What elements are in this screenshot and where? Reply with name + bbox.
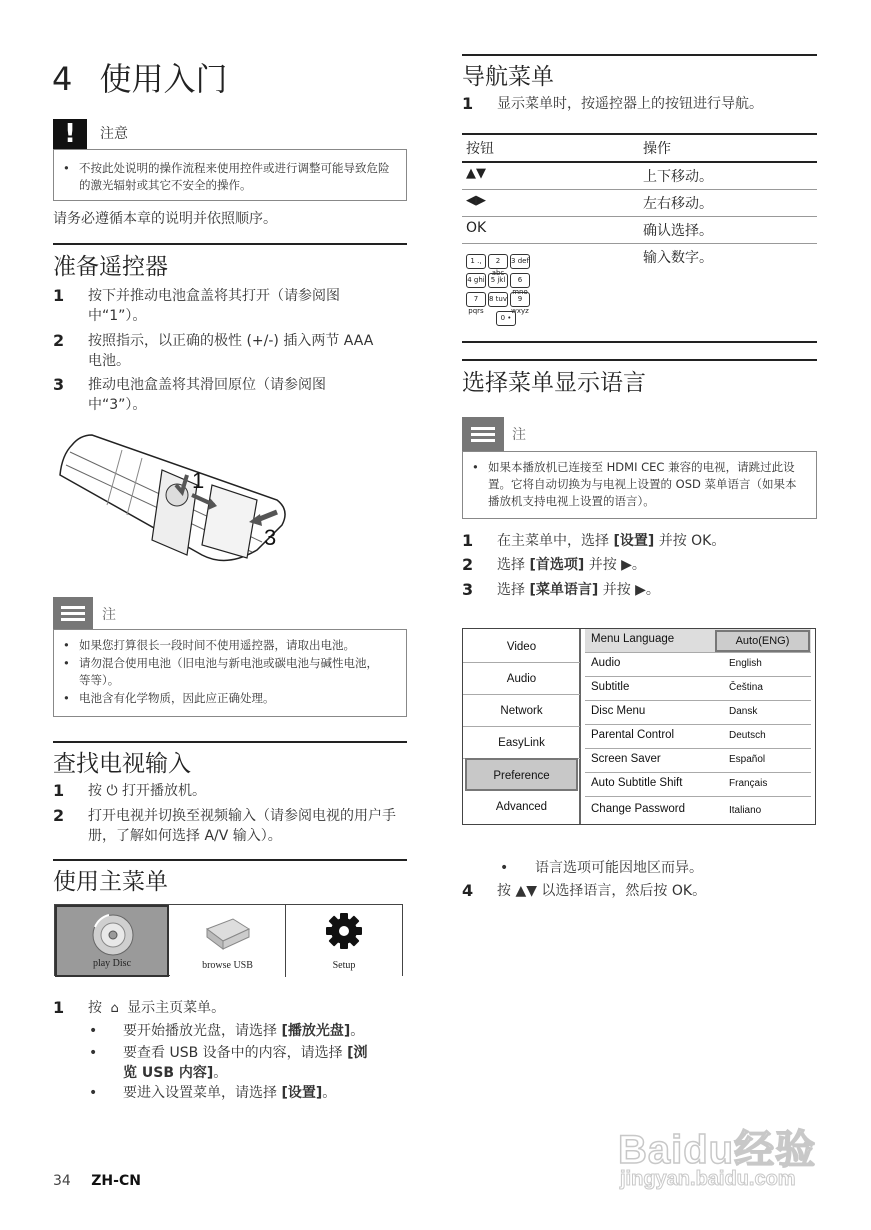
prepare-step-1: 1 按下并推动电池盒盖将其打开（请参阅图中“1”）。 [53, 286, 340, 324]
language-step-4: 4 按 ▲▼ 以选择语言，然后按 OK。 [462, 881, 707, 900]
settings-category-network[interactable]: Network [463, 695, 580, 727]
settings-category-preference[interactable]: Preference [465, 758, 578, 791]
section-rule [53, 741, 407, 743]
home-icon: ⌂ [110, 1001, 119, 1016]
table-row: ◀▶ 左右移动。 [462, 190, 817, 217]
table-header: 按钮 [462, 134, 639, 162]
settings-option-row[interactable]: Subtitle Čeština [585, 677, 811, 701]
language-step-1: 1 在主菜单中，选择 [设置] 并按 OK。 [462, 531, 726, 550]
home-menu-step-1: 1 按 ⌂ 显示主页菜单。 [53, 998, 226, 1017]
section-title-find-tv: 查找电视输入 [53, 751, 191, 777]
chapter-number: 4 [52, 60, 73, 98]
settings-category-video[interactable]: Video [463, 631, 580, 663]
find-tv-step-2: 2 打开电视并切换至视频输入（请参阅电视的用户手册，了解如何选择 A/V 输入）。 [53, 806, 396, 844]
caution-badge [53, 119, 87, 149]
settings-option-row[interactable]: Audio English [585, 653, 811, 677]
home-menu-sub-item: • 要查看 USB 设备中的内容，请选择 [浏览 USB 内容]。 [89, 1045, 368, 1081]
section-rule [53, 243, 407, 245]
page-number: 34 [53, 1173, 71, 1189]
table-row: 1 ., 2 abc3 def 4 ghi 5 jkl 6 mno 7 pqrs8 tuv 9 wxyz 0 • 输入数字。 [462, 244, 817, 342]
page-footer [53, 1173, 141, 1189]
settings-option-row[interactable]: Disc Menu Dansk [585, 701, 811, 725]
settings-option-row[interactable]: Parental Control Deutsch [585, 725, 811, 749]
home-menu-sub-item: • 要进入设置菜单，请选择 [设置]。 [89, 1085, 337, 1101]
disc-icon [91, 913, 135, 957]
table-row: ▲▼ 上下移动。 [462, 162, 817, 190]
caution-box [53, 149, 407, 201]
exclamation-icon: ! [64, 119, 76, 149]
settings-left-panel [463, 629, 581, 824]
language-step-2: 2 选择 [首选项] 并按 ▶。 [462, 555, 646, 574]
home-tile-label: play Disc [92, 958, 132, 969]
note-item: • 请勿混合使用电池（旧电池与新电池或碳电池与碱性电池，等等）。 [79, 655, 389, 689]
note-badge [53, 597, 93, 629]
usb-drive-icon [203, 915, 253, 951]
settings-option-row[interactable]: Screen Saver Español [585, 749, 811, 773]
section-rule [462, 54, 817, 56]
home-tile-label: browse USB [202, 960, 253, 971]
section-title-nav-menu: 导航菜单 [462, 64, 554, 90]
intro-text: 请务必遵循本章的说明并依照顺序。 [53, 211, 277, 227]
chapter-heading [52, 54, 227, 100]
note-box [462, 451, 817, 519]
home-tile-play-disc[interactable] [55, 905, 169, 977]
home-menu-sub-item: • 要开始播放光盘，请选择 [播放光盘]。 [89, 1023, 365, 1039]
note-item: • 电池含有化学物质，因此应正确处理。 [79, 690, 397, 707]
table-header: 操作 [639, 134, 817, 162]
language-step-3: 3 选择 [菜单语言] 并按 ▶。 [462, 580, 660, 599]
note-item: • 如果您打算很长一段时间不使用遥控器，请取出电池。 [79, 637, 397, 654]
home-menu-screen [54, 904, 403, 976]
section-rule [462, 359, 817, 361]
home-tile-setup[interactable] [286, 905, 402, 977]
prepare-step-2: 2 按照指示，以正确的极性 (+/-) 插入两节 AAA 电池。 [53, 331, 374, 369]
remote-battery-figure [52, 430, 292, 565]
note-icon [61, 606, 85, 609]
home-tile-browse-usb[interactable] [170, 905, 286, 977]
section-title-menu-language: 选择菜单显示语言 [462, 370, 646, 396]
settings-category-easylink[interactable]: EasyLink [463, 727, 580, 759]
caution-title: 注意 [100, 126, 128, 142]
settings-category-audio[interactable]: Audio [463, 663, 580, 695]
nav-step-1: 1 显示菜单时，按遥控器上的按钮进行导航。 [462, 94, 763, 113]
gear-icon [324, 911, 364, 951]
numeric-keypad-icon: 1 ., 2 abc3 def 4 ghi 5 jkl 6 mno 7 pqrs8 tuv 9 wxyz 0 • [462, 244, 639, 342]
note-badge [462, 417, 504, 451]
table-row: OK 确认选择。 [462, 217, 817, 244]
note-title: 注 [512, 427, 526, 443]
settings-option-row[interactable]: Menu Language Auto(ENG) [585, 629, 811, 653]
note-item: • 如果本播放机已连接至 HDMI CEC 兼容的电视，请跳过此设置。它将自动切换为与电视上设置的 OSD 菜单语言（如果本播放机支持电视上设置的语言）。 [488, 459, 806, 510]
watermark-logo [618, 1110, 818, 1200]
settings-option-row[interactable]: Change Password Italiano [591, 803, 762, 816]
note-icon [471, 427, 495, 430]
section-title-prepare-remote: 准备遥控器 [53, 254, 168, 280]
figure-label-3: 3 [264, 525, 277, 550]
section-rule [53, 859, 407, 861]
watermark-brand: Baidu经验 [618, 1128, 817, 1172]
section-title-home-menu: 使用主菜单 [53, 869, 168, 895]
settings-category-advanced[interactable]: Advanced [495, 801, 548, 813]
page-lang: ZH-CN [91, 1173, 141, 1189]
nav-buttons-table [462, 133, 817, 343]
settings-right-panel [585, 629, 813, 824]
selected-value-box[interactable]: Auto(ENG) [715, 630, 810, 652]
watermark-url: jingyan.baidu.com [620, 1168, 796, 1190]
settings-screen [462, 628, 816, 825]
caution-item: • 不按此处说明的操作流程来使用控件或进行调整可能导致危险的激光辐射或其它不安全的操作。 [79, 160, 397, 194]
home-tile-label: Setup [332, 960, 356, 971]
note-box [53, 629, 407, 717]
note-title: 注 [102, 607, 116, 623]
language-note-bullet: • 语言选项可能因地区而异。 [500, 860, 703, 876]
figure-label-1: 1 [192, 468, 205, 493]
chapter-title: 使用入门 [99, 60, 228, 98]
find-tv-step-1: 1 按 ⏻ 打开播放机。 [53, 781, 206, 800]
prepare-step-3: 3 推动电池盒盖将其滑回原位（请参阅图中“3”）。 [53, 375, 326, 413]
settings-option-row[interactable]: Auto Subtitle Shift Français [585, 773, 811, 797]
